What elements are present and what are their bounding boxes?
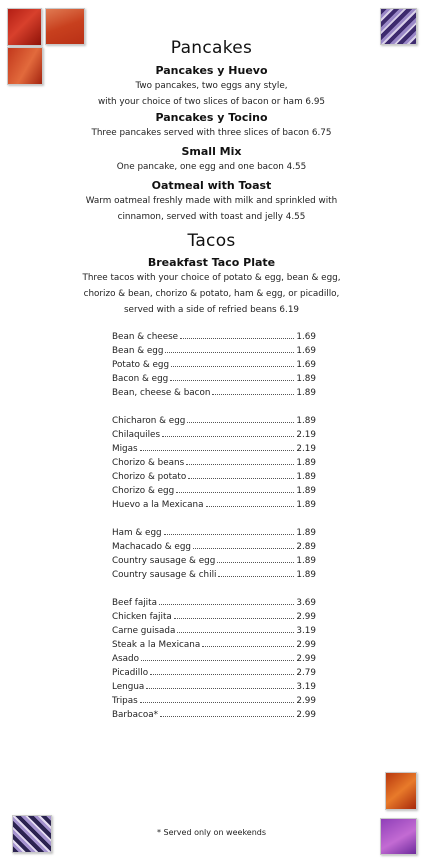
taco-name: Chilaquiles [112, 430, 161, 440]
menu-item-name: Oatmeal with Toast [151, 179, 272, 192]
taco-name: Chorizo & potato [112, 472, 187, 482]
taco-name: Chorizo & beans [112, 458, 185, 468]
description-line: cinnamon, served with toast and jelly 4.55 [117, 212, 306, 222]
menu-item-name: Small Mix [181, 145, 242, 158]
taco-name: Bean & egg [112, 346, 164, 356]
taco-price: 3.19 [296, 626, 316, 636]
dot-leader [141, 659, 294, 661]
taco-name: Barbacoa* [112, 710, 159, 720]
taco-price: 2.79 [296, 668, 316, 678]
price-row [112, 594, 316, 608]
dot-leader [150, 673, 294, 675]
menu-item-description [0, 78, 423, 110]
taco-name: Chicken fajita [112, 612, 172, 622]
menu-item-name: Pancakes y Huevo [155, 64, 268, 77]
taco-price: 1.69 [296, 346, 316, 356]
dot-leader [140, 449, 295, 451]
dot-leader [193, 547, 294, 549]
dot-leader [174, 617, 295, 619]
price-row [112, 706, 316, 720]
taco-price: 2.99 [296, 696, 316, 706]
taco-name: Potato & egg [112, 360, 170, 370]
taco-name: Beef fajita [112, 598, 157, 608]
price-row [112, 356, 316, 370]
description-line: served with a side of refried beans 6.19 [123, 305, 300, 315]
taco-price: 1.89 [296, 458, 316, 468]
description-line: Three tacos with your choice of potato & egg, bean & egg, [82, 273, 341, 283]
dot-leader [217, 561, 294, 563]
taco-price: 3.19 [296, 682, 316, 692]
taco-price: 2.99 [296, 640, 316, 650]
taco-price: 1.89 [296, 556, 316, 566]
dot-leader [162, 435, 294, 437]
taco-name: Asado [112, 654, 139, 664]
taco-price: 3.69 [296, 598, 316, 608]
taco-name: Bean & cheese [112, 332, 179, 342]
price-row [112, 496, 316, 510]
taco-price: 1.89 [296, 486, 316, 496]
taco-name: Chorizo & egg [112, 486, 175, 496]
taco-price: 1.89 [296, 374, 316, 384]
taco-name: Bean, cheese & bacon [112, 388, 211, 398]
menu-item-description [0, 159, 423, 175]
description-line: Warm oatmeal freshly made with milk and sprinkled with [85, 196, 338, 206]
taco-name: Steak a la Mexicana [112, 640, 201, 650]
price-row [112, 328, 316, 342]
dot-leader [171, 365, 294, 367]
taco-price: 2.89 [296, 542, 316, 552]
dot-leader [187, 421, 294, 423]
taco-price: 2.19 [296, 444, 316, 454]
description-line: chorizo & bean, chorizo & potato, ham & egg, or picadillo, [83, 289, 340, 299]
dot-leader [212, 393, 294, 395]
dot-leader [164, 533, 295, 535]
menu-item-description [0, 193, 423, 225]
price-row [112, 370, 316, 384]
dot-leader [165, 351, 294, 353]
price-row [112, 608, 316, 622]
decorative-tile-orange [385, 772, 417, 810]
taco-price: 1.89 [296, 500, 316, 510]
dot-leader [188, 477, 294, 479]
price-row [112, 622, 316, 636]
dot-leader [170, 379, 294, 381]
price-row [112, 426, 316, 440]
taco-name: Chicharon & egg [112, 416, 186, 426]
taco-name: Picadillo [112, 668, 149, 678]
taco-name: Machacado & egg [112, 542, 192, 552]
taco-name: Bacon & egg [112, 374, 169, 384]
menu-item-description [0, 270, 423, 318]
taco-name: Country sausage & chili [112, 570, 217, 580]
taco-price: 2.99 [296, 654, 316, 664]
footnote: * Served only on weekends [156, 828, 267, 837]
price-row [112, 524, 316, 538]
price-row [112, 566, 316, 580]
taco-name: Lengua [112, 682, 145, 692]
price-row [112, 468, 316, 482]
taco-price: 2.99 [296, 710, 316, 720]
dot-leader [160, 715, 294, 717]
taco-name: Huevo a la Mexicana [112, 500, 204, 510]
price-row [112, 454, 316, 468]
taco-name: Tripas [112, 696, 138, 706]
dot-leader [159, 603, 294, 605]
price-row [112, 650, 316, 664]
dot-leader [206, 505, 295, 507]
description-line: with your choice of two slices of bacon or ham 6.95 [97, 97, 326, 107]
price-row [112, 664, 316, 678]
dot-leader [202, 645, 294, 647]
taco-price: 1.89 [296, 416, 316, 426]
dot-leader [177, 631, 294, 633]
taco-price: 1.89 [296, 528, 316, 538]
price-row [112, 384, 316, 398]
pancakes-section-title: Pancakes [170, 38, 253, 58]
price-row [112, 636, 316, 650]
menu-item-name: Breakfast Taco Plate [147, 256, 276, 269]
taco-name: Carne guisada [112, 626, 176, 636]
menu-item-name: Pancakes y Tocino [155, 111, 268, 124]
taco-price: 1.69 [296, 332, 316, 342]
taco-price: 1.89 [296, 570, 316, 580]
price-row [112, 552, 316, 566]
description-line: Three pancakes served with three slices of bacon 6.75 [91, 128, 332, 138]
taco-name: Ham & egg [112, 528, 162, 538]
menu-item-description [0, 125, 423, 141]
taco-name: Migas [112, 444, 138, 454]
taco-price: 1.89 [296, 388, 316, 398]
dot-leader [180, 337, 294, 339]
description-line: One pancake, one egg and one bacon 4.55 [116, 162, 307, 172]
taco-price: 2.99 [296, 612, 316, 622]
dot-leader [186, 463, 294, 465]
dot-leader [176, 491, 294, 493]
price-row [112, 412, 316, 426]
dot-leader [218, 575, 294, 577]
dot-leader [140, 701, 295, 703]
taco-price: 1.89 [296, 472, 316, 482]
price-row [112, 440, 316, 454]
price-row [112, 538, 316, 552]
taco-name: Country sausage & egg [112, 556, 216, 566]
price-row [112, 342, 316, 356]
taco-price: 1.69 [296, 360, 316, 370]
price-row [112, 678, 316, 692]
price-row [112, 482, 316, 496]
description-line: Two pancakes, two eggs any style, [135, 81, 288, 91]
taco-price: 2.19 [296, 430, 316, 440]
dot-leader [146, 687, 294, 689]
tacos-section-title: Tacos [187, 231, 236, 251]
price-row [112, 692, 316, 706]
